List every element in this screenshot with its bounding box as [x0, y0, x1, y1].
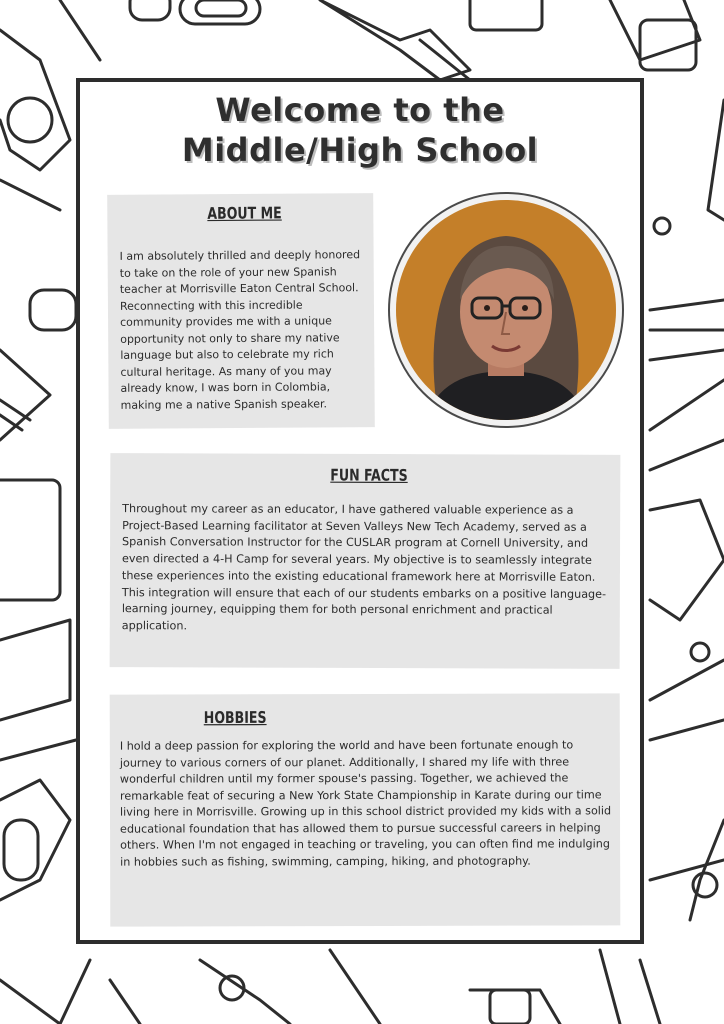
about-me-text: I am absolutely thrilled and deeply honored to take on the role of your new Spanish teacher at Morrisville Eaton Central School. Reconnecting with this incredible community provides me with a unique opportunity not only to share my native language but also to celebrate my rich cultural heritage. As many of you may already know, I was born in Colombia, making me a native Spanish speaker.: [119, 248, 361, 412]
fun-facts-text: Throughout my career as an educator, I have gathered valuable experience as a Project-Based Learning facilitator at Seven Valleys New Tech Academy, served as a Spanish Conversation Instructor for the CUSLAR program at Cornell University, and even directed a 4-H Camp for several years. My objective is to seamlessly integrate these experiences into the existing educational framework here at Morrisville Eaton. This integration will ensure that each of our students embarks on a positive language-learning journey, equipping them for both personal enrichment and practical application.: [121, 502, 607, 633]
title-line-2: Middle/High School: [181, 131, 539, 169]
hobbies-heading: HOBBIES: [203, 709, 267, 728]
about-me-heading: ABOUT ME: [207, 204, 282, 224]
hobbies-panel: [110, 693, 621, 926]
teacher-photo-frame: [388, 192, 624, 428]
welcome-card: [76, 78, 644, 944]
title-line-1: Welcome to the: [215, 91, 505, 129]
hobbies-text: I hold a deep passion for exploring the world and have been fortunate enough to journey to various corners of our planet. Additionally, I shared my life with three wonderful children until my former spouse's passing. Together, we achieved the remarkable feat of securing a New York State Championship in Karate during our time living here in Morrisville. Growing up in this school district provided my kids with a solid educational foundation that has allowed them to pursue successful careers in helping others. When I'm not engaged in teaching or traveling, you can often find me indulging in hobbies such as fishing, swimming, camping, hiking, and photography.: [119, 738, 612, 869]
teacher-portrait-icon: [396, 200, 616, 420]
fun-facts-panel: [110, 453, 621, 669]
fun-facts-heading: FUN FACTS: [330, 466, 408, 486]
page-title: [80, 90, 640, 170]
about-me-panel: [107, 193, 375, 429]
